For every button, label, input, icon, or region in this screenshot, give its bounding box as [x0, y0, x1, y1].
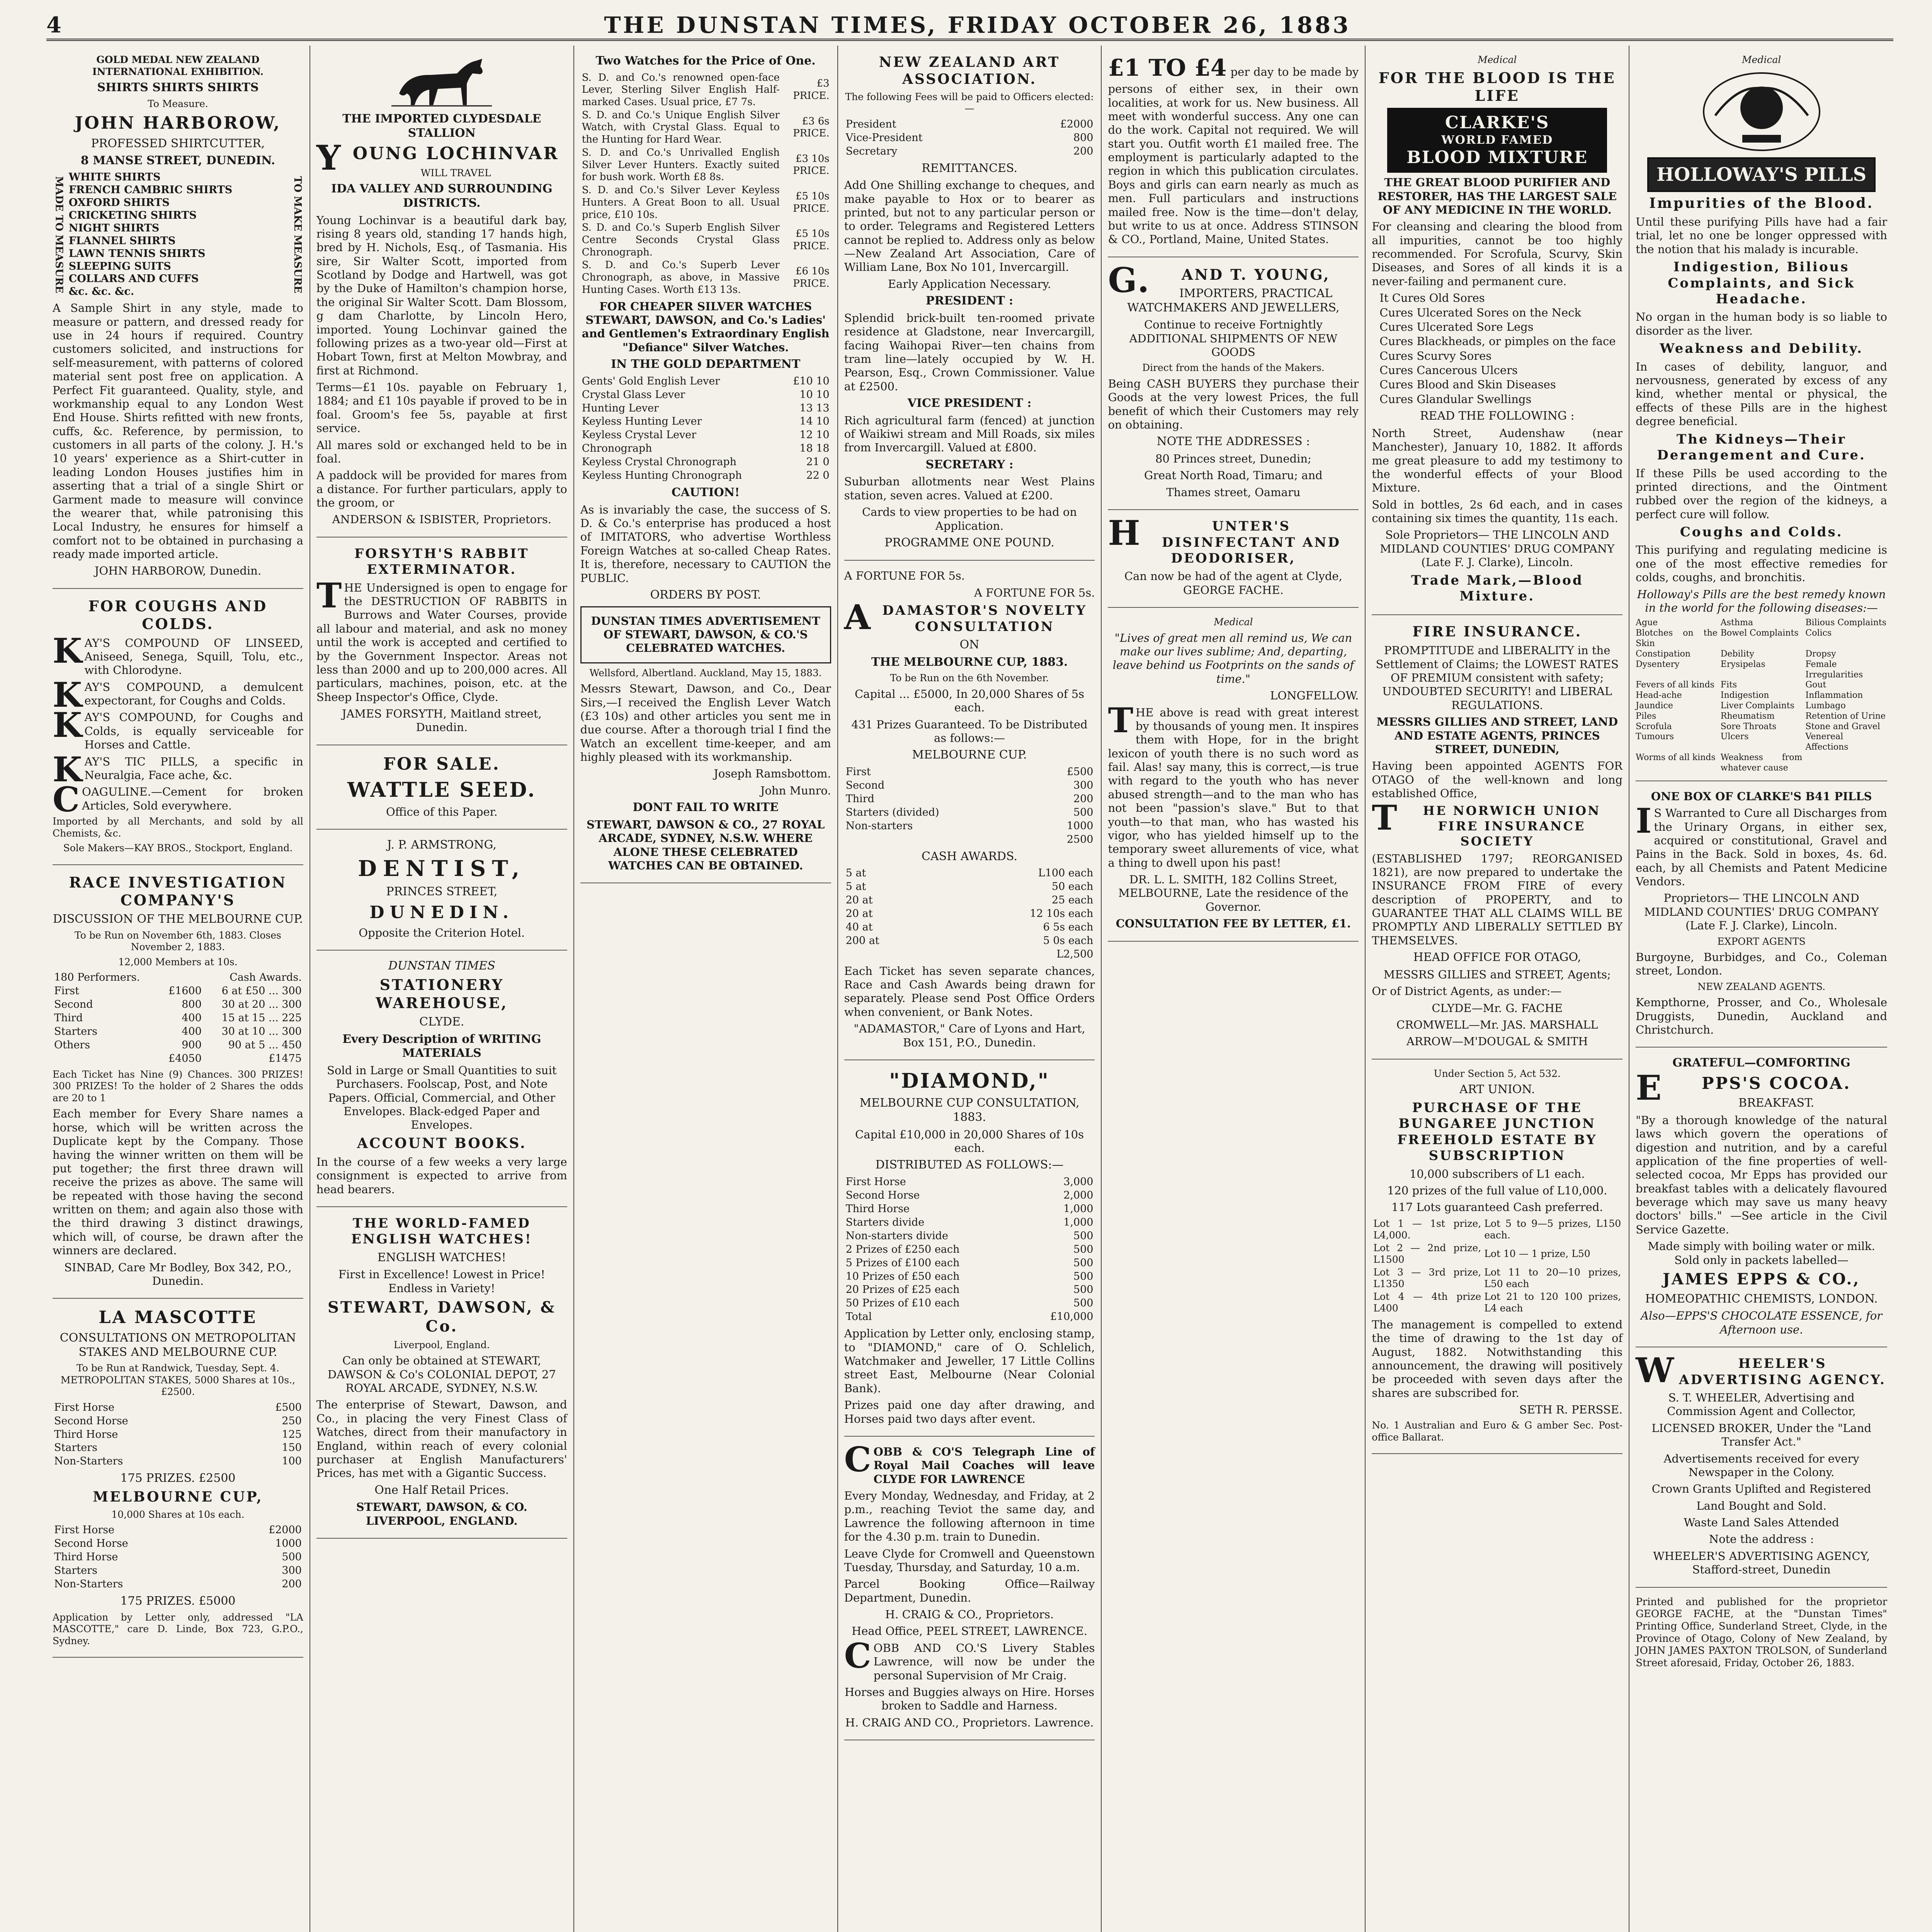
- table-row: 20 at 12 10s each: [845, 907, 1094, 920]
- list-item: Tumours: [1636, 732, 1674, 742]
- list-item: Debility: [1720, 649, 1754, 659]
- table-row: First Horse £2000: [54, 1524, 302, 1536]
- column-3: [574, 46, 838, 1932]
- list-item: Indigestion: [1720, 690, 1769, 701]
- table-row: Starters 400 30 at 10 ... 300: [54, 1026, 302, 1038]
- list-item: Inflammation: [1805, 690, 1863, 701]
- list-item: Colics: [1805, 628, 1832, 638]
- table-row: S. D. and Co.'s Unrivalled English Silver Lever Hunters. Exactly suited for bush work. Worth £8 8s. £3 10s PRICE.: [582, 146, 830, 183]
- two-watches-ad: Two Watches for the Price of One. S. D. and Co.'s renowned open-face Lever, Sterling Silver English Half-marked Cases. Usual price, £7 7s. £3 PRICE. S. D. and Co.'s Unique English Silver Watch, with Crystal Glass. Equal to the Hunting for Hard Wear. £3 6s PRICE. S. D. and Co.'s Unrivalled English Silver Lever Hunters. Exactly suited for bush work. Worth £8 8s. £3 10s PRICE. S. D. and Co.'s Silver Lever Keyless Hunters. A Great Boon to all. Usual price, £10 10s. £5 10s PRICE. S. D. and Co.'s Superb English Silver Centre Seconds Crystal Glass Chronograph. £5 10s PRICE. S. D. and Co.'s Superb Lever Chronograph, as above, in Massive Hunting Cases. Worth £13 13s. £6 10s PRICE. FOR CHEAPER SILVER WATCHES STEWART, DAWSON, and Co.'s Ladies' and Gentlemen's Extraordinary English "Defiance" Silver Watches. IN THE GOLD DEPARTMENT Gents' Gold English Lever £10 10 Crystal Glass Lever 10 10 Hunting Lever 13 13 Keyless Hunting Lever 14 10 Keyless Crystal Lever 12 10 Chronograph 18 18 Keyless Crystal Chronograph 21 0 Keyless Hunting Chronograph 22 0 CAUTION! As is invariably the case, the success of S. D. & Co.'s enterprise has produced a host of IMITATORS, who advertise Worthless Foreign Watches at so-called Cheap Rates. It is, therefore, necessary to CAUTION the PUBLIC. ORDERS BY POST. DUNSTAN TIMES ADVERTISEMENT OF STEWART, DAWSON, & CO.'S CELEBRATED WATCHES. Wellsford, Albertland. Auckland, May 15, 1883. Messrs Stewart, Dawson, and Co., Dear Sirs,—I received the English Lever Watch (£3 10s) and other articles you sent me in due course. After a thorough trial I find the Watch an excellent time-keeper, and am highly pleased with its workmanship. Joseph Ramsbottom. John Munro. DONT FAIL TO WRITE STEWART, DAWSON & CO., 27 ROYAL ARCADE, SYDNEY, N.S.W. WHERE ALONE THESE CELEBRATED WATCHES CAN BE OBTAINED.: [580, 46, 831, 883]
- rabbit-ad: FORSYTH'S RABBIT EXTERMINATOR. THE Undersigned is open to engage for the DESTRUCTION OF RABBITS in Burrows and Water Courses, provide all labour and material, and ask no money until the work is accepted and certified to by the Government Inspector. Areas not less than 2000 and up to 200,000 acres. All particulars, machines, poison, etc. at the Sheep Inspector's Office, Clyde. JAMES FORSYTH, Maitland street, Dunedin.: [316, 537, 567, 745]
- list-item: KAY'S COMPOUND, a demulcent expectorant, for Coughs and Colds.: [53, 674, 303, 715]
- armstrong-ad: J. P. ARMSTRONG, DENTIST, PRINCES STREET, DUNEDIN. Opposite the Criterion Hotel.: [316, 830, 567, 951]
- list-item: Piles: [1636, 711, 1656, 721]
- table-row: First Horse 3,000: [845, 1175, 1094, 1188]
- table-row: Crystal Glass Lever 10 10: [582, 388, 830, 401]
- list-item: CRICKETING SHIRTS: [68, 209, 197, 221]
- list-item: Cures Ulcerated Sore Legs: [1379, 320, 1534, 333]
- horse-icon: [384, 51, 500, 109]
- table-row: 180 Performers. Cash Awards.: [54, 971, 302, 984]
- table-row: Vice-President 800: [845, 131, 1094, 144]
- table-row: S. D. and Co.'s Unique English Silver Watch, with Crystal Glass. Equal to the Hunting for Hard Wear. £3 6s PRICE.: [582, 109, 830, 146]
- adamastor-ad: A FORTUNE FOR 5s. A FORTUNE FOR 5s. ADAMASTOR'S NOVELTY CONSULTATION ON THE MELBOURNE CUP, 1883. To be Run on the 6th November. Capital ... £5000, In 20,000 Shares of 5s each. 431 Prizes Guaranteed. To be Distributed as follows:— MELBOURNE CUP. First £500 Second 300 Third 200 Starters (divided) 500 Non-starters 1000 2500 CASH AWARDS. 5 at L100 each 5 at 50 each 20 at 25 each 20 at 12 10s each 40 at 6 5s each 200 at 5 0s each L2,500 Each Ticket has seven separate chances, Race and Cash Awards being drawn for separately. Please send Post Office Orders when convenient, or Bank Notes. "ADAMASTOR," Care of Lyons and Hart, Box 151, P.O., Dunedin.: [844, 561, 1095, 1060]
- money-ad: £1 TO £4 per day to be made by persons of either sex, in their own localities, at work for us. New business. All meet with wonderful success. Any one can do the work. Capital not required. We will start you. Outfit worth £1 mailed free. The employment is particularly adapted to the region in which this publication circulates. Boys and girls can earn nearly as much as men. Full particulars and instructions mailed free. Now is the time—don't delay, but write to us at once. Address STINSON & CO., Portland, Maine, United States.: [1108, 46, 1359, 257]
- table-row: Second Horse 1000: [54, 1537, 302, 1550]
- list-item: &c. &c. &c.: [68, 286, 134, 298]
- table-row: Second Horse 2,000: [845, 1189, 1094, 1201]
- list-item: Ulcers: [1720, 732, 1749, 742]
- table-row: Third Horse 500: [54, 1551, 302, 1563]
- stationery-ad: DUNSTAN TIMES STATIONERY WAREHOUSE, CLYDE. Every Description of WRITING MATERIALS Sold in Large or Small Quantities to suit Purchasers. Foolscap, Post, and Note Papers. Official, Commercial, and Other Envelopes. Black-edged Paper and Envelopes. ACCOUNT BOOKS. In the course of a few weeks a very large consignment is expected to arrive from head bearers.: [316, 951, 567, 1207]
- column-7: [1629, 46, 1893, 1932]
- table-row: Second 800 30 at 20 ... 300: [54, 998, 302, 1011]
- table-row: Starters 150: [54, 1442, 302, 1454]
- list-item: OXFORD SHIRTS: [68, 196, 170, 209]
- list-item: Sore Throats: [1720, 721, 1777, 731]
- columns: [46, 46, 1893, 1932]
- exhibition-banner: GOLD MEDAL NEW ZEALAND INTERNATIONAL EXHIBITION.: [92, 54, 264, 77]
- list-item: Scrofula: [1636, 721, 1672, 731]
- young-ad: G.AND T. YOUNG, IMPORTERS, PRACTICAL WATCHMAKERS AND JEWELLERS, Continue to receive Fortnightly ADDITIONAL SHIPMENTS OF NEW GOODS Direct from the hands of the Makers. Being CASH BUYERS they purchase their Goods at the very lowest Prices, the full benefit of which their Customers may rely on obtaining. NOTE THE ADDRESSES : 80 Princes street, Dunedin; Great North Road, Timaru; and Thames street, Oamaru: [1108, 257, 1359, 510]
- list-item: Cures Glandular Swellings: [1379, 392, 1532, 406]
- column-2: [310, 46, 574, 1932]
- table-row: 200 at 5 0s each: [845, 934, 1094, 947]
- column-6: [1366, 46, 1629, 1932]
- list-item: Cures Blackheads, or pimples on the face: [1379, 335, 1616, 348]
- table-row: Third 400 15 at 15 ... 225: [54, 1012, 302, 1024]
- harborow-ad: GOLD MEDAL NEW ZEALAND INTERNATIONAL EXHIBITION. SHIRTS SHIRTS SHIRTS To Measure. JOHN HARBOROW, PROFESSED SHIRTCUTTER, 8 MANSE STREET, DUNEDIN. MADE TO MEASURE WHITE SHIRTS FRENCH CAMBRIC SHIRTS OXFORD SHIRTS CRICKETING SHIRTS NIGHT SHIRTS FLANNEL SHIRTS LAWN TENNIS SHIRTS SLEEPING SUITS COLLARS AND CUFFS &c. &c. &c. TO MAKE MEASURE A Sample Shirt in any style, made to measure or pattern, and dressed ready for use in 24 hours if required. Country customers solicited, and instructions for self-measurement, with patterns of colored material sent post free on application. A Perfect Fit guaranteed. Quality, style, and workmanship equal to any London West End House. Shirts refitted with new fronts, cuffs, &c. Reference, by permission, to customers in all parts of the colony. J. H.'s 10 years' experience as a Shirt-cutter in leading London Houses justifies him in asserting that a trial of a single Shirt or Garment made to measure will convince the wearer that, while patronising this Local Industry, he ensures for himself a comfort not to be obtained in purchasing a ready made imported article. JOHN HARBOROW, Dunedin.: [53, 46, 303, 589]
- list-item: LAWN TENNIS SHIRTS: [68, 247, 206, 260]
- list-item: Constipation: [1636, 649, 1691, 659]
- list-item: KAY'S COMPOUND OF LINSEED, Aniseed, Senega, Squill, Tolu, etc., with Chlorodyne.: [53, 630, 303, 677]
- page-number: 4: [46, 12, 61, 38]
- cobb-ad: COBB & CO'S Telegraph Line of Royal Mail Coaches will leave CLYDE FOR LAWRENCE Every Monday, Wednesday, and Friday, at 2 p.m., reaching Teviot the same day, and Lawrence the following afternoon in time for the 4.30 p.m. train to Dunedin. Leave Clyde for Cromwell and Queenstown Tuesday, Thursday, and Saturday, 10 a.m. Parcel Booking Office—Railway Department, Dunedin. H. CRAIG & CO., Proprietors. Head Office, PEEL STREET, LAWRENCE. COBB AND CO.'S Livery Stables Lawrence, will now be under the personal Supervision of Mr Craig. Horses and Buggies always on Hire. Horses broken to Saddle and Harness. H. CRAIG AND CO., Proprietors. Lawrence.: [844, 1437, 1095, 1740]
- table-row: 5 at L100 each: [845, 867, 1094, 879]
- medical-ad: Medical "Lives of great men all remind us, We can make our lives sublime; And, departing, leave behind us Footprints on the sands of time." LONGFELLOW. THE above is read with great interest by thousands of young men. It inspires them with Hope, for in the bright lexicon of youth there is no such word as fail. Alas! say many, this is correct,—is true with regard to the youth who has never abused strength—and to the man who has not been "passion's slave." But to that youth—to that man, who has wasted his vigor, who has yielded himself up to the temporary sweet allurements of vice, what a thing to dwell upon his past! DR. L. L. SMITH, 182 Collins Street, MELBOURNE, Late the residence of the Governor. CONSULTATION FEE BY LETTER, £1.: [1108, 608, 1359, 941]
- art-association-ad: NEW ZEALAND ART ASSOCIATION. The following Fees will be paid to Officers elected:— President £2000 Vice-President 800 Secretary 200 REMITTANCES. Add One Shilling exchange to cheques, and make payable to Hox or to bearer as printed, but not to any particular person or to order. Telegrams and Registered Letters cannot be replied to. Address only as below—New Zealand Art Association, Care of William Lane, Box No 101, Invercargill. Early Application Necessary. PRESIDENT : Splendid brick-built ten-roomed private residence at Gladstone, near Invercargill, facing Waihopai River—ten chains from tram line—lately occupied by W. H. Pearson, Esq., Crown Commissioner. Value at £2500. VICE PRESIDENT : Rich agricultural farm (fenced) at junction of Waikiwi stream and Mill Roads, six miles from Invercargill. Valued at £800. SECRETARY : Suburban allotments near West Plains station, seven acres. Valued at £200. Cards to view properties to be had on Application. PROGRAMME ONE POUND.: [844, 46, 1095, 561]
- race-investigation-ad: RACE INVESTIGATION COMPANY'S DISCUSSION OF THE MELBOURNE CUP. To be Run on November 6th, 1883. Closes November 2, 1883. 12,000 Members at 10s. 180 Performers. Cash Awards. First £1600 6 at £50 ... 300 Second 800 30 at 20 ... 300 Third 400 15 at 15 ... 225 Starters 400 30 at 10 ... 300 Others 900 90 at 5 ... 450 £4050 £1475 Each Ticket has Nine (9) Chances. 300 PRIZES! 300 PRIZES! To the holder of 2 Shares the odds are 20 to 1 Each member for Every Share names a horse, which will be written across the Duplicate kept by the Company. Those having the winner written on them will be put together; the first three drawn will receive the prizes as above. The same will be repeated with those having the second written on them; and again also those with the third drawing 3 distinct drawings, which will, of course, be drawn after the winners are declared. SINBAD, Care Mr Bodley, Box 342, P.O., Dunedin.: [53, 865, 303, 1299]
- table-row: Third 200: [845, 793, 1094, 805]
- masthead: [46, 12, 1893, 41]
- table-row: Secretary 200: [845, 145, 1094, 157]
- table-row: 20 Prizes of £25 each 500: [845, 1284, 1094, 1296]
- page-title: THE DUNSTAN TIMES, FRIDAY OCTOBER 26, 1883: [604, 12, 1351, 38]
- race-table: [53, 971, 303, 1066]
- table-row: S. D. and Co.'s renowned open-face Lever, Sterling Silver English Half-marked Cases. Usual price, £7 7s. £3 PRICE.: [582, 71, 830, 108]
- table-row: First £1600 6 at £50 ... 300: [54, 985, 302, 997]
- list-item: Worms of all kinds: [1636, 753, 1716, 763]
- diamond-ad: "DIAMOND," MELBOURNE CUP CONSULTATION, 1883. Capital £10,000 in 20,000 Shares of 10s each. DISTRIBUTED AS FOLLOWS:— First Horse 3,000 Second Horse 2,000 Third Horse 1,000 Starters divide 1,000 Non-starters divide 500 2 Prizes of £250 each 500 5 Prizes of £100 each 500 10 Prizes of £50 each 500 20 Prizes of £25 each 500 50 Prizes of £10 each 500 Total £10,000 Application by Letter only, enclosing stamp, to "DIAMOND," care of O. Schlelich, Watchmaker and Jeweller, 17 Little Collins street East, Melbourne (Near Colonial Bank). Prizes paid one day after drawing, and Horses paid two days after event.: [844, 1060, 1095, 1437]
- table-row: First Horse £500: [54, 1401, 302, 1413]
- list-item: Weakness from whatever cause: [1720, 753, 1803, 773]
- table-row: Starters divide 1,000: [845, 1216, 1094, 1228]
- wheeler-ad: WHEELER'S ADVERTISING AGENCY. S. T. WHEELER, Advertising and Commission Agent and Collector, LICENSED BROKER, Under the "Land Transfer Act." Advertisements received for every Newspaper in the Colony. Crown Grants Uplifted and Registered Land Bought and Sold. Waste Land Sales Attended Note the address : WHEELER'S ADVERTISING AGENCY, Stafford-street, Dunedin: [1636, 1347, 1887, 1587]
- table-row: £4050 £1475: [168, 1052, 302, 1065]
- kay-ad: FOR COUGHS AND COLDS. KAY'S COMPOUND OF LINSEED, Aniseed, Senega, Squill, Tolu, etc., with Chlorodyne. KAY'S COMPOUND, a demulcent expectorant, for Coughs and Colds. KAY'S COMPOUND, for Coughs and Colds, is equally serviceable for Horses and Cattle. KAY'S TIC PILLS, a specific in Neuralgia, Face ache, &c. COAGULINE.—Cement for broken Articles, Sold everywhere. Imported by all Merchants, and sold by all Chemists, &c. Sole Makers—KAY BROS., Stockport, England.: [53, 589, 303, 865]
- holloway-ad: Medical HOLLOWAY'S PILLS Impurities of the Blood. Until these purifying Pills have had a fair trial, let no one be longer oppressed with the notion that his malady is incurable. Indigestion, Bilious Complaints, and Sick Headache. No organ in the human body is so liable to disorder as the liver. Weakness and Debility. In cases of debility, languor, and nervousness, generated by excess of any kind, whether mental or physical, the effects of these Pills are in the highest degree beneficial. The Kidneys—Their Derangement and Cure. If these Pills be used according to the printed directions, and the Ointment rubbed over the region of the kidneys, a perfect cure will follow. Coughs and Colds. This purifying and regulating medicine is one of the most effective remedies for colds, coughs, and bronchitis. Holloway's Pills are the best remedy known in the world for the following diseases:— Ague Asthma Bilious Complaints Blotches on the Skin Bowel Complaints Colics Constipation Debility Dropsy Dysentery Erysipelas Female Irregularities Fevers of all kinds Fits Gout Head-ache Indigestion Inflammation Jaundice Liver Complaints Lumbago Piles Rheumatism Retention of Urine Scrofula Sore Throats Stone and Gravel Tumours Ulcers Venereal Affections Worms of all kinds Weakness from whatever cause: [1636, 46, 1887, 781]
- list-item: Fevers of all kinds: [1636, 680, 1714, 690]
- list-item: KAY'S TIC PILLS, a specific in Neuralgia, Face ache, &c.: [53, 749, 303, 789]
- list-item: Head-ache: [1636, 690, 1682, 701]
- table-row: Others 900 90 at 5 ... 450: [54, 1039, 302, 1051]
- table-row: First £500: [845, 765, 1094, 778]
- table-row: 50 Prizes of £10 each 500: [845, 1297, 1094, 1310]
- crest-icon: [1700, 69, 1823, 154]
- money-headline: £1 TO £4: [1108, 54, 1227, 82]
- table-row: Lot 1 — 1st prize, L4,000. Lot 5 to 9—5 prizes, L150 each.: [1373, 1218, 1621, 1241]
- list-item: Retention of Urine: [1805, 711, 1886, 721]
- list-item: Lumbago: [1805, 701, 1846, 711]
- table-row: Lot 3 — 3rd prize, L1350 Lot 11 to 20—10 prizes, L50 each: [1373, 1266, 1621, 1290]
- table-row: L2,500: [1056, 948, 1094, 960]
- stallion-name: YOUNG LOCHINVAR: [316, 138, 559, 178]
- table-row: 10 Prizes of £50 each 500: [845, 1270, 1094, 1282]
- list-item: Stone and Gravel: [1805, 721, 1880, 731]
- list-item: Cures Blood and Skin Diseases: [1379, 378, 1556, 391]
- disease-list: [1636, 618, 1887, 773]
- table-row: Third Horse 125: [54, 1428, 302, 1440]
- advert-box: DUNSTAN TIMES ADVERTISEMENT OF STEWART, DAWSON, & CO.'S CELEBRATED WATCHES.: [580, 606, 831, 663]
- list-item: Bowel Complaints: [1720, 628, 1799, 638]
- fire-insurance-ad: FIRE INSURANCE. PROMPTITUDE and LIBERALITY in the Settlement of Claims; the LOWEST RATES OF PREMIUM consistent with safety; UNDOUBTED SECURITY! and LIBERAL REGULATIONS. MESSRS GILLIES AND STREET, LAND AND ESTATE AGENTS, PRINCES STREET, DUNEDIN, Having been appointed AGENTS FOR OTAGO of the well-known and long established Office, THE NORWICH UNION FIRE INSURANCE SOCIETY (ESTABLISHED 1797; REORGANISED 1821), are now prepared to undertake the INSURANCE FROM FIRE of every description of PROPERTY, and to GUARANTEE THAT ALL CLAIMS WILL BE PROMPTLY AND LIBERALLY SETTLED BY THEMSELVES. HEAD OFFICE FOR OTAGO, MESSRS GILLIES and STREET, Agents; Or of District Agents, as under:— CLYDE—Mr. G. FACHE CROMWELL—Mr. JAS. MARSHALL ARROW—M'DOUGAL & SMITH: [1372, 615, 1622, 1059]
- hunter-ad: HUNTER'S DISINFECTANT AND DEODORISER, Can now be had of the agent at Clyde, GEORGE FACHE.: [1108, 510, 1359, 608]
- shirts-line: SHIRTS SHIRTS SHIRTS: [97, 81, 259, 94]
- list-item: COAGULINE.—Cement for broken Articles, Sold everywhere.: [53, 779, 303, 820]
- list-item: Erysipelas: [1720, 659, 1765, 669]
- clarke-ad: Medical FOR THE BLOOD IS THE LIFE CLARKE'S WORLD FAMED BLOOD MIXTURE THE GREAT BLOOD PURIFIER AND RESTORER, HAS THE LARGEST SALE OF ANY MEDICINE IN THE WORLD. For cleansing and clearing the blood from all impurities, cannot be too highly recommended. For Scrofula, Scurvy, Skin Diseases, and Sores of all kinds it is a never-failing and permanent cure. It Cures Old Sores Cures Ulcerated Sores on the Neck Cures Ulcerated Sore Legs Cures Blackheads, or pimples on the face Cures Scurvy Sores Cures Cancerous Ulcers Cures Blood and Skin Diseases Cures Glandular Swellings READ THE FOLLOWING : North Street, Audenshaw (near Manchester), January 10, 1882. It affords me great pleasure to add my testimony to the wonderful effects of your Blood Mixture. Sold in bottles, 2s 6d each, and in cases containing six times the quantity, 11s each. Sole Proprietors— THE LINCOLN AND MIDLAND COUNTIES' DRUG COMPANY (Late F. J. Clarke), Lincoln. Trade Mark,—Blood Mixture.: [1372, 46, 1622, 615]
- list-item: Cures Scurvy Sores: [1379, 349, 1492, 362]
- art-union-ad: Under Section 5, Act 532. ART UNION. PURCHASE OF THE BUNGAREE JUNCTION FREEHOLD ESTATE BY SUBSCRIPTION 10,000 subscribers of L1 each. 120 prizes of the full value of L10,000. 117 Lots guaranteed Cash preferred. Lot 1 — 1st prize, L4,000. Lot 5 to 9—5 prizes, L150 each. Lot 2 — 2nd prize, L1500 Lot 10 — 1 prize, L50 Lot 3 — 3rd prize, L1350 Lot 11 to 20—10 prizes, L50 each Lot 4 — 4th prize L400 Lot 21 to 120 100 prizes, L4 each The management is compelled to extend the time of drawing to the 1st day of August, 1882. Notwithstanding this announcement, the drawing will positively be proceeded with seven days after the shares are subscribed for. SETH R. PERSSE. No. 1 Australian and Euro & G amber Sec. Post-office Ballarat.: [1372, 1060, 1622, 1454]
- table-row: Non-Starters 100: [54, 1455, 302, 1468]
- imprint: Printed and published for the proprietor GEORGE FACHE, at the "Dunstan Times" Printing Office, Sunderland Street, Clyde, in the Province of Otago, Colony of New Zealand, by JOHN JAMES PAXTON TROLSON, of Sunderland Street aforesaid, Friday, October 26, 1883.: [1636, 1596, 1888, 1669]
- world-watches-ad: THE WORLD-FAMED ENGLISH WATCHES! ENGLISH WATCHES! First in Excellence! Lowest in Price! Endless in Variety! STEWART, DAWSON, & Co. Liverpool, England. Can only be obtained at STEWART, DAWSON & Co's COLONIAL DEPOT, 27 ROYAL ARCADE, SYDNEY, N.S.W. The enterprise of Stewart, Dawson, and Co., in placing the very Finest Class of Watches, direct from their manufactory in England, within reach of every colonial purchaser at English Manufacturers' Prices, has met with a Gigantic Success. One Half Retail Prices. STEWART, DAWSON, & CO. LIVERPOOL, ENGLAND.: [316, 1207, 567, 1539]
- table-row: President £2000: [845, 118, 1094, 130]
- list-item: FLANNEL SHIRTS: [68, 235, 176, 247]
- list-item: Ague: [1636, 618, 1658, 628]
- table-row: 40 at 6 5s each: [845, 921, 1094, 933]
- table-row: Lot 4 — 4th prize L400 Lot 21 to 120 100 prizes, L4 each: [1373, 1291, 1621, 1314]
- stallion-ad: THE IMPORTED CLYDESDALE STALLION YOUNG LOCHINVAR WILL TRAVEL IDA VALLEY AND SURROUNDING DISTRICTS. Young Lochinvar is a beautiful dark bay, rising 8 years old, standing 17 hands high, bred by H. Nichols, Esq., of Tasmania. His sire, Sir Walter Scott, imported from Scotland by Dodge and Hartwell, was got by the Duke of Hamilton's champion horse, the original Sir Walter Scott. Dam Blossom, g dam Charlotte, by Lincoln Hero, imported. Young Lochinvar gained the following prizes as a two-year old—First at Hobart Town, first at Melton Mowbray, and first at Richmond. Terms—£1 10s. payable on February 1, 1884; and £1 10s payable if proved to be in foal. Groom's fee 5s, payable at first service. All mares sold or exchanged held to be in foal. A paddock will be provided for mares from a distance. For further particulars, apply to the groom, or ANDERSON & ISBISTER, Proprietors.: [316, 46, 567, 537]
- table-row: Keyless Crystal Chronograph 21 0: [582, 456, 830, 468]
- list-item: Dropsy: [1805, 649, 1836, 659]
- list-item: NIGHT SHIRTS: [68, 222, 160, 234]
- table-row: Third Horse 1,000: [845, 1202, 1094, 1215]
- table-row: Keyless Crystal Lever 12 10: [582, 429, 830, 441]
- list-item: Rheumatism: [1720, 711, 1775, 721]
- table-row: Gents' Gold English Lever £10 10: [582, 375, 830, 387]
- column-1: [46, 46, 310, 1932]
- table-row: Second 300: [845, 779, 1094, 791]
- list-item: FRENCH CAMBRIC SHIRTS: [68, 184, 233, 196]
- shirt-list: MADE TO MEASURE WHITE SHIRTS FRENCH CAMBRIC SHIRTS OXFORD SHIRTS CRICKETING SHIRTS NIGHT SHIRTS FLANNEL SHIRTS LAWN TENNIS SHIRTS SLEEPING SUITS COLLARS AND CUFFS &c. &c. &c. TO MAKE MEASURE: [53, 171, 303, 298]
- list-item: Cures Cancerous Ulcers: [1379, 364, 1518, 377]
- list-item: Fits: [1720, 680, 1737, 690]
- table-row: S. D. and Co.'s Silver Lever Keyless Hunters. A Great Boon to all. Usual price, £10 10s. £5 10s PRICE.: [582, 184, 830, 221]
- list-item: COLLARS AND CUFFS: [68, 273, 199, 285]
- clarke-pills-ad: ONE BOX OF CLARKE'S B41 PILLS IS Warranted to Cure all Discharges from the Urinary Organs, in either sex, acquired or constitutional, Gravel and Pains in the Back. Sold in boxes, 4s. 6d. each, by all Chemists and Patent Medicine Vendors. Proprietors— THE LINCOLN AND MIDLAND COUNTIES' DRUG COMPANY (Late F. J. Clarke), Lincoln. EXPORT AGENTS Burgoyne, Burbidges, and Co., Coleman street, London. NEW ZEALAND AGENTS. Kempthorne, Prosser, and Co., Wholesale Druggists, Dunedin, Auckland and Christchurch.: [1636, 781, 1887, 1048]
- table-row: Hunting Lever 13 13: [582, 402, 830, 414]
- epps-ad: GRATEFUL—COMFORTING EPPS'S COCOA. BREAKFAST. "By a thorough knowledge of the natural laws which govern the operations of digestion and nutrition, and by a careful application of the fine properties of well-selected cocoa, Mr Epps has provided our breakfast tables with a delicately flavoured beverage which may save us many heavy doctors' bills." —See article in the Civil Service Gazette. Made simply with boiling water or milk. Sold only in packets labelled— JAMES EPPS & CO., HOMEOPATHIC CHEMISTS, LONDON. Also—EPPS'S CHOCOLATE ESSENCE, for Afternoon use.: [1636, 1048, 1887, 1347]
- list-item: Blotches on the Skin: [1636, 628, 1718, 649]
- list-item: KAY'S COMPOUND, for Coughs and Colds, is equally serviceable for Horses and Cattle.: [53, 705, 303, 752]
- harborow-name: JOHN HARBOROW,: [75, 113, 281, 133]
- table-row: Non-starters divide 500: [845, 1230, 1094, 1242]
- list-item: Asthma: [1720, 618, 1753, 628]
- table-row: Keyless Hunting Lever 14 10: [582, 415, 830, 428]
- table-row: 2500: [1066, 833, 1094, 845]
- table-row: Second Horse 250: [54, 1415, 302, 1427]
- table-row: Non-starters 1000: [845, 820, 1094, 832]
- harborow-body: A Sample Shirt in any style, made to measure or pattern, and dressed ready for use in 24 hours if required. Country customers solicited, and instructions for self-measurement, with patterns of colored material sent post free on application. A Perfect Fit guaranteed. Quality, style, and workmanship equal to any London West End House. Shirts refitted with new fronts, cuffs, &c. Reference, by permission, to customers in all parts of the colony. J. H.'s 10 years' experience as a Shirt-cutter in leading London Houses justifies him in asserting that a trial of a single Shirt or Garment made to measure will convince the wearer that, while patronising this Local Industry, he ensures for himself a comfort not to be obtained in purchasing a ready made imported article.: [53, 301, 303, 561]
- crest-illustration: [1636, 69, 1887, 154]
- list-item: Cures Ulcerated Sores on the Neck: [1379, 306, 1582, 319]
- table-row: S. D. and Co.'s Superb Lever Chronograph, as above, in Massive Hunting Cases. Worth £13 13s. £6 10s PRICE.: [582, 259, 830, 296]
- column-4: [838, 46, 1102, 1932]
- horse-illustration: [316, 51, 567, 109]
- table-row: Non-Starters 200: [54, 1578, 302, 1590]
- table-row: Starters (divided) 500: [845, 806, 1094, 818]
- list-item: Venereal Affections: [1805, 732, 1849, 752]
- table-row: 5 Prizes of £100 each 500: [845, 1257, 1094, 1269]
- list-item: SLEEPING SUITS: [68, 260, 171, 272]
- list-item: Gout: [1805, 680, 1827, 690]
- list-item: Bilious Complaints: [1805, 618, 1886, 628]
- table-row: 20 at 25 each: [845, 894, 1094, 906]
- table-row: 2 Prizes of £250 each 500: [845, 1243, 1094, 1255]
- list-item: WHITE SHIRTS: [68, 171, 161, 183]
- list-item: Jaundice: [1636, 701, 1673, 711]
- table-row: Keyless Hunting Chronograph 22 0: [582, 469, 830, 482]
- table-row: 5 at 50 each: [845, 881, 1094, 893]
- mascotte-ad: LA MASCOTTE CONSULTATIONS ON METROPOLITAN STAKES AND MELBOURNE CUP. To be Run at Randwick, Tuesday, Sept. 4. METROPOLITAN STAKES, 5000 Shares at 10s., £2500. First Horse £500 Second Horse 250 Third Horse 125 Starters 150 Non-Starters 100 175 PRIZES. £2500 MELBOURNE CUP, 10,000 Shares at 10s each. First Horse £2000 Second Horse 1000 Third Horse 500 Starters 300 Non-Starters 200 175 PRIZES. £5000 Application by Letter only, addressed "LA MASCOTTE," care D. Linde, Box 723, G.P.O., Sydney.: [53, 1299, 303, 1658]
- table-row: Starters 300: [54, 1565, 302, 1577]
- clarke-logo: CLARKE'S WORLD FAMED BLOOD MIXTURE: [1387, 108, 1607, 173]
- list-item: Female Irregularities: [1805, 659, 1863, 680]
- list-item: Dysentery: [1636, 659, 1680, 669]
- table-row: Chronograph 18 18: [582, 442, 830, 455]
- holloway-logo: HOLLOWAY'S PILLS: [1647, 157, 1876, 192]
- table-row: Lot 2 — 2nd prize, L1500 Lot 10 — 1 prize, L50: [1373, 1242, 1590, 1265]
- table-row: Total £10,000: [845, 1311, 1094, 1323]
- for-sale-ad: FOR SALE. WATTLE SEED. Office of this Paper.: [316, 745, 567, 830]
- list-item: It Cures Old Sores: [1379, 291, 1485, 305]
- table-row: S. D. and Co.'s Superb English Silver Centre Seconds Crystal Glass Chronograph. £5 10s PRICE.: [582, 222, 830, 258]
- list-item: Liver Complaints: [1720, 701, 1794, 711]
- column-5: [1102, 46, 1366, 1932]
